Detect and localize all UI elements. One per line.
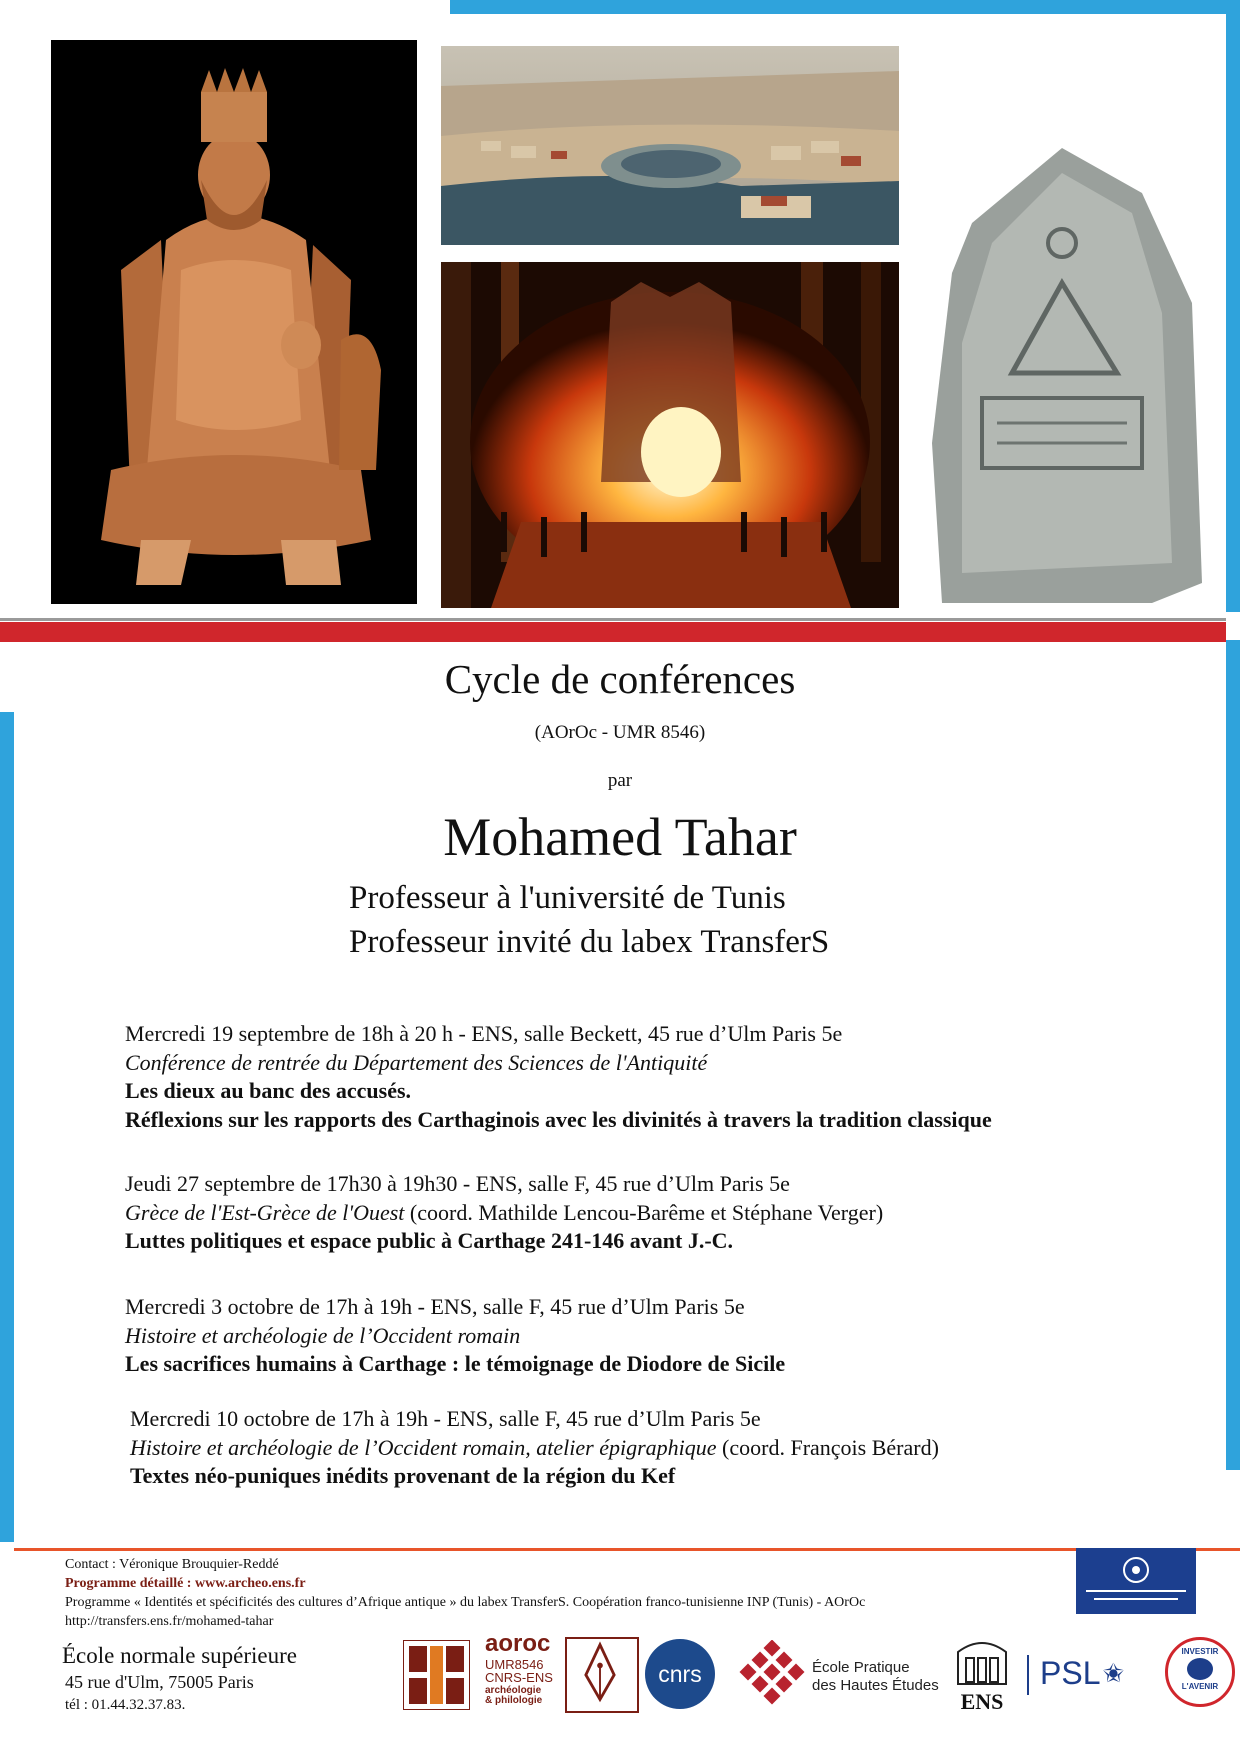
event-4-when: Mercredi 10 octobre de 17h à 19h - ENS, salle F, 45 rue d’Ulm Paris 5e <box>130 1406 761 1431</box>
psl-separator <box>1027 1655 1029 1695</box>
psl-wordmark: PSL <box>1040 1655 1101 1691</box>
ephe-name <box>812 1659 939 1695</box>
divider-red <box>0 622 1226 642</box>
event-url-link[interactable]: http://transfers.ens.fr/mohamed-tahar <box>65 1614 274 1629</box>
cnrs-wordmark: cnrs <box>658 1660 702 1687</box>
avenir-line-2: L'AVENIR <box>1181 1682 1219 1691</box>
ens-wordmark: ENS <box>960 1689 1004 1714</box>
avenir-line-1: INVESTIR <box>1181 1647 1219 1656</box>
ens-logo <box>952 1640 1012 1712</box>
aoroc-logo <box>485 1632 563 1712</box>
aoroc-line-4: & philologie <box>485 1695 543 1706</box>
school-phone: tél : 01.44.32.37.83. <box>65 1697 186 1713</box>
footer-divider <box>14 1548 1240 1551</box>
program-link[interactable]: Programme détaillé : www.archeo.ens.fr <box>65 1576 306 1591</box>
event-3-when: Mercredi 3 octobre de 17h à 19h - ENS, salle F, 45 rue d’Ulm Paris 5e <box>125 1294 745 1319</box>
speaker-role-1: Professeur à l'université de Tunis <box>349 880 786 916</box>
aoroc-line-3: archéologie <box>485 1685 542 1696</box>
event-1-title-1: Les dieux au banc des accusés. <box>125 1078 412 1104</box>
inp-tunis-logo <box>1076 1548 1196 1614</box>
program-description: Programme « Identités et spécificités des cultures d’Afrique antique » du labex TransferS. Coopération franco-tunisienne INP (Tunis) - AOrOc <box>65 1595 866 1610</box>
aoroc-line-1: UMR8546 <box>485 1657 544 1672</box>
ephe-logo <box>737 1640 807 1710</box>
event-4 <box>130 1405 939 1491</box>
event-1-title-2: Réflexions sur les rapports des Carthaginois avec les divinités à travers la tradition classique <box>125 1106 992 1132</box>
event-1-when: Mercredi 19 septembre de 18h à 20 h - ENS, salle Beckett, 45 rue d’Ulm Paris 5e <box>125 1021 843 1046</box>
event-2-when: Jeudi 27 septembre de 17h30 à 19h30 - ENS, salle F, 45 rue d’Ulm Paris 5e <box>125 1171 790 1196</box>
speaker-name: Mohamed Tahar <box>443 807 797 867</box>
flag-icon <box>1187 1658 1213 1680</box>
baal-statue-photo <box>51 40 417 604</box>
organization-subtitle: (AOrOc - UMR 8546) <box>534 722 706 743</box>
cnrs-logo <box>645 1639 715 1709</box>
right-frame-bar-bottom <box>1226 640 1240 1470</box>
event-4-title: Textes néo-puniques inédits provenant de la région du Kef <box>130 1463 676 1489</box>
event-2 <box>125 1170 883 1256</box>
psl-logo <box>1040 1655 1124 1692</box>
page-title: Cycle de conférences <box>444 656 796 702</box>
event-1-series: Conférence de rentrée du Département des Sciences de l'Antiquité <box>125 1049 708 1075</box>
event-4-coord: (coord. François Bérard) <box>716 1434 939 1460</box>
transfers-logo <box>403 1640 470 1710</box>
carthage-aerial-photo <box>441 46 899 245</box>
stele-photo <box>922 143 1212 608</box>
ephe-line-2: des Hautes Études <box>812 1677 939 1694</box>
fire-ritual-photo <box>441 262 899 608</box>
investir-avenir-logo <box>1165 1637 1235 1707</box>
pen-nib-logo <box>565 1637 639 1713</box>
by-label: par <box>607 770 633 791</box>
event-4-series: Histoire et archéologie de l’Occident romain, atelier épigraphique <box>130 1434 717 1460</box>
star-icon: ✬ <box>1102 1658 1125 1688</box>
divider-gray <box>0 618 1226 621</box>
event-3-title: Les sacrifices humains à Carthage : le témoignage de Diodore de Sicile <box>125 1351 786 1377</box>
event-2-title: Luttes politiques et espace public à Carthage 241-146 avant J.-C. <box>125 1228 734 1254</box>
school-address: 45 rue d'Ulm, 75005 Paris <box>65 1672 254 1692</box>
ephe-line-1: École Pratique <box>812 1659 910 1676</box>
school-name: École normale supérieure <box>62 1643 297 1668</box>
right-frame-bar-top <box>1226 0 1240 612</box>
event-2-coord: (coord. Mathilde Lencou-Barême et Stéphane Verger) <box>404 1199 884 1225</box>
event-3 <box>125 1293 785 1379</box>
aoroc-wordmark: aoroc <box>485 1630 551 1657</box>
event-1 <box>125 1020 992 1134</box>
event-2-series: Grèce de l'Est-Grèce de l'Ouest <box>125 1199 405 1225</box>
speaker-role-2: Professeur invité du labex TransferS <box>349 924 830 960</box>
top-frame-bar <box>450 0 1240 14</box>
aoroc-line-2: CNRS-ENS <box>485 1670 553 1685</box>
event-3-series: Histoire et archéologie de l’Occident romain <box>125 1322 521 1348</box>
contact-line: Contact : Véronique Brouquier-Reddé <box>65 1557 279 1572</box>
